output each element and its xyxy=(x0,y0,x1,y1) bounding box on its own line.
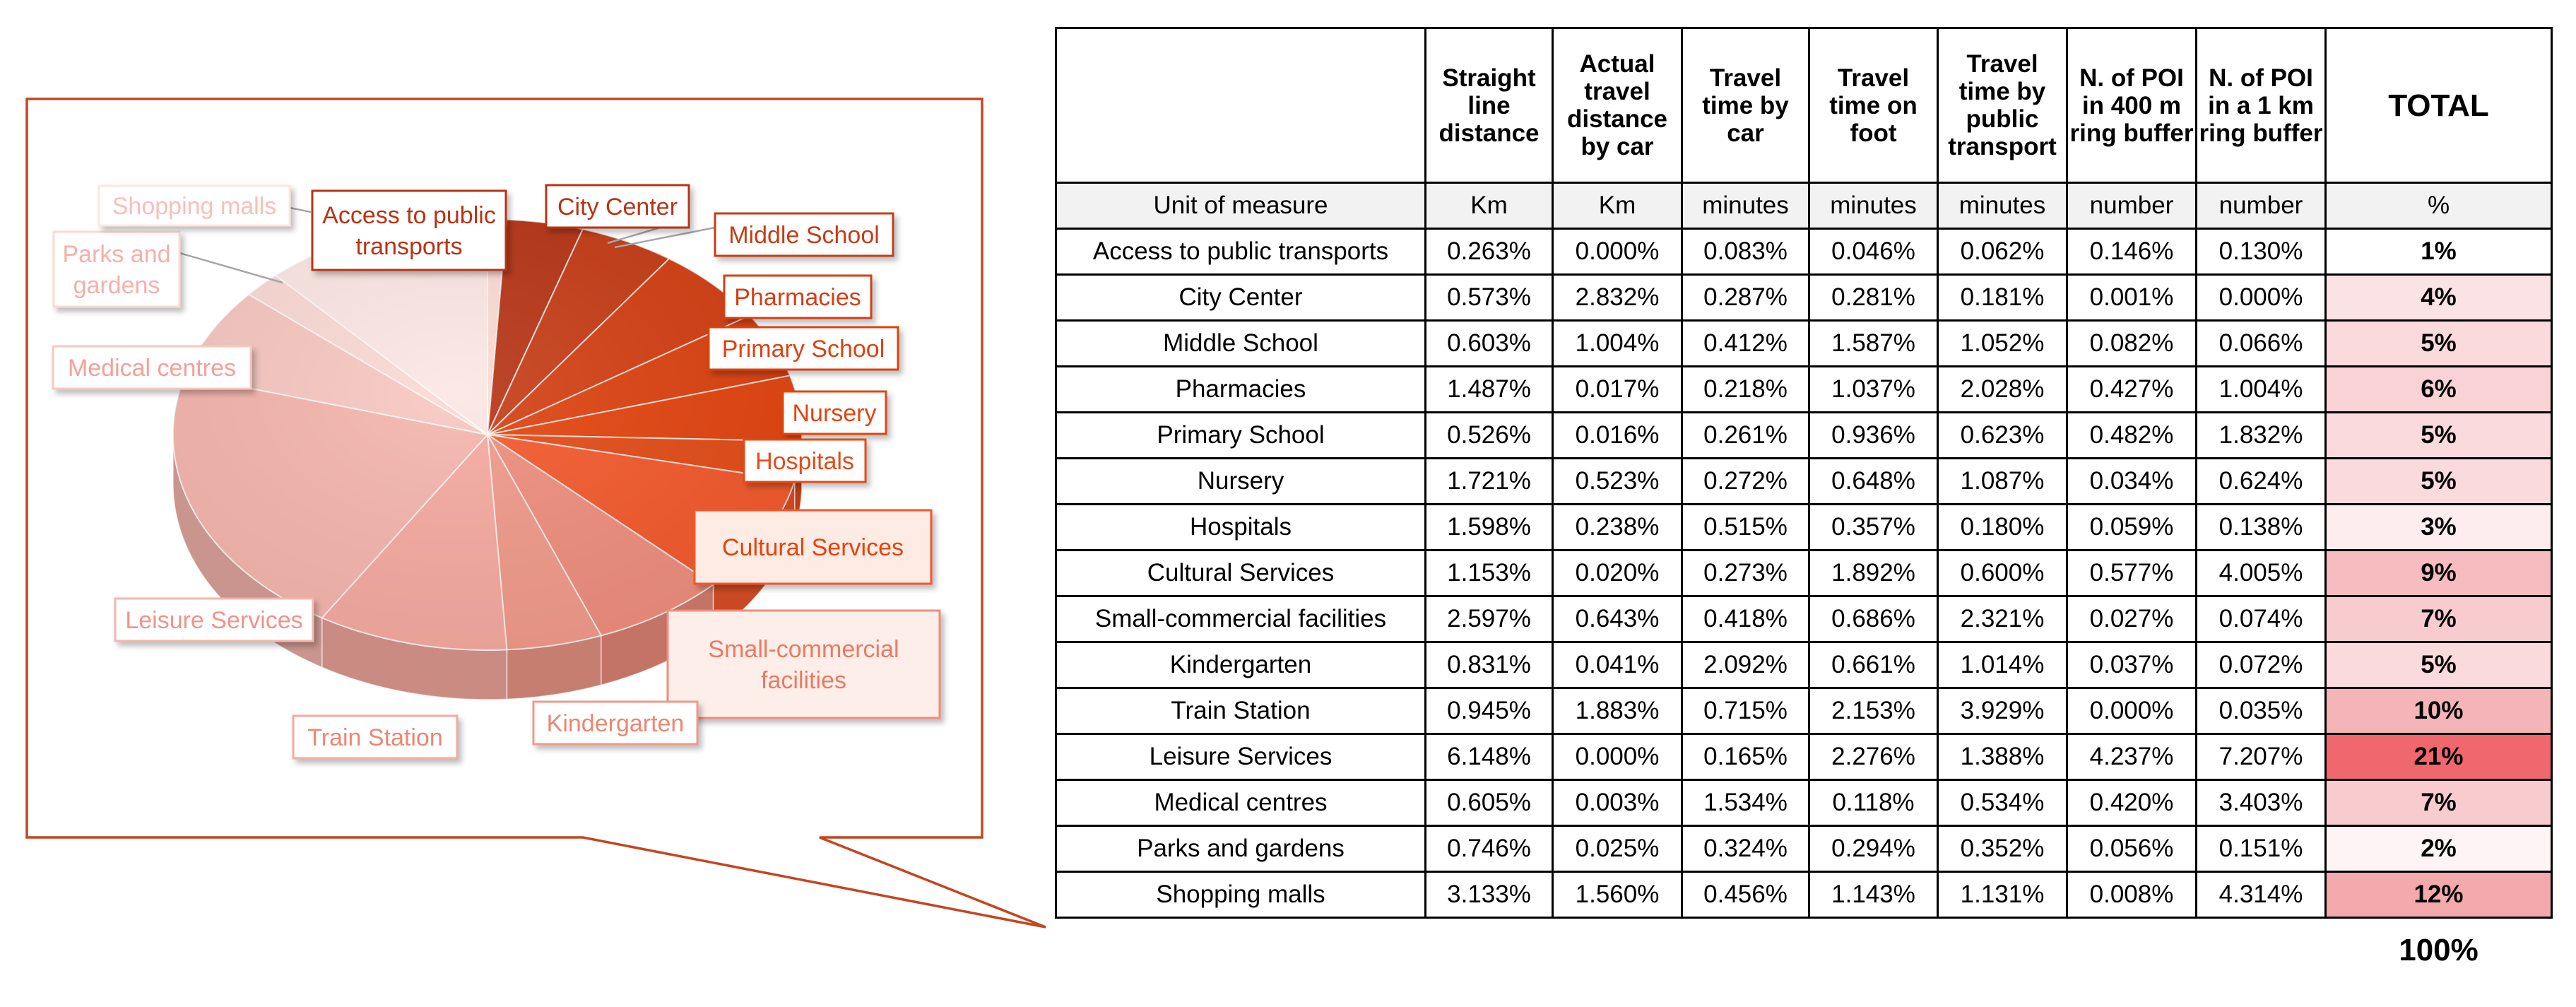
total-cell: 7% xyxy=(2326,596,2552,642)
value-cell: 0.016% xyxy=(1553,413,1682,459)
value-cell: 0.418% xyxy=(1682,596,1809,642)
svg-text:Pharmacies: Pharmacies xyxy=(734,284,861,311)
value-cell: 0.294% xyxy=(1809,826,1938,872)
unit-cell: number xyxy=(2067,183,2197,229)
value-cell: 1.052% xyxy=(1938,321,2067,367)
total-cell: 3% xyxy=(2326,505,2552,550)
grand-total: 100% xyxy=(2399,933,2478,967)
value-cell: 0.936% xyxy=(1809,413,1938,459)
header-cell: Travel time by public transport xyxy=(1938,28,2067,183)
value-cell: 1.883% xyxy=(1553,688,1682,734)
pie-label-leisure-services xyxy=(115,599,313,641)
value-cell: 6.148% xyxy=(1426,734,1553,780)
unit-cell: Unit of measure xyxy=(1056,183,1426,229)
value-cell: 0.062% xyxy=(1938,229,2067,275)
svg-text:Small-commercialfacilities: Small-commercial facilities xyxy=(708,636,899,694)
value-cell: 0.273% xyxy=(1682,550,1809,596)
table-row xyxy=(1056,321,2552,367)
row-name: Cultural Services xyxy=(1056,550,1426,596)
total-cell: 9% xyxy=(2326,550,2552,596)
value-cell: 0.146% xyxy=(2067,229,2197,275)
value-cell: 1.534% xyxy=(1682,780,1809,826)
row-name: Parks and gardens xyxy=(1056,826,1426,872)
unit-cell: Km xyxy=(1426,183,1553,229)
row-name: Leisure Services xyxy=(1056,734,1426,780)
total-cell: 5% xyxy=(2326,642,2552,688)
pie-label-access-to-public-transports xyxy=(312,191,506,270)
value-cell: 4.314% xyxy=(2197,872,2326,918)
header-cell: Travel time by car xyxy=(1682,28,1809,183)
value-cell: 7.207% xyxy=(2197,734,2326,780)
value-cell: 1.143% xyxy=(1809,872,1938,918)
value-cell: 0.605% xyxy=(1426,780,1553,826)
table-row xyxy=(1056,229,2552,275)
row-name: Middle School xyxy=(1056,321,1426,367)
value-cell: 0.600% xyxy=(1938,550,2067,596)
value-cell: 0.017% xyxy=(1553,367,1682,413)
svg-text:Middle School: Middle School xyxy=(728,222,880,249)
value-cell: 1.037% xyxy=(1809,367,1938,413)
row-name: Medical centres xyxy=(1056,780,1426,826)
value-cell: 1.014% xyxy=(1938,642,2067,688)
total-cell: 12% xyxy=(2326,872,2552,918)
pie-label-primary-school xyxy=(709,327,898,370)
pie-label-city-center xyxy=(546,185,689,228)
header-cell: Actual travel distance by car xyxy=(1553,28,1682,183)
value-cell: 0.281% xyxy=(1809,275,1938,321)
total-cell: 5% xyxy=(2326,459,2552,505)
svg-text:Leisure Services: Leisure Services xyxy=(125,607,303,634)
empty-cell xyxy=(2067,918,2197,969)
value-cell: 0.661% xyxy=(1809,642,1938,688)
value-cell: 0.218% xyxy=(1682,367,1809,413)
header-cell: N. of POI in 400 m ring buffer xyxy=(2067,28,2197,183)
table-row xyxy=(1056,459,2552,505)
value-cell: 0.180% xyxy=(1938,505,2067,550)
value-cell: 0.138% xyxy=(2197,505,2326,550)
svg-text:Medical centres: Medical centres xyxy=(67,355,237,382)
value-cell: 1.721% xyxy=(1426,459,1553,505)
value-cell: 3.929% xyxy=(1938,688,2067,734)
value-cell: 2.832% xyxy=(1553,275,1682,321)
pie-label-nursery xyxy=(783,391,886,434)
value-cell: 0.056% xyxy=(2067,826,2197,872)
table-row xyxy=(1056,596,2552,642)
value-cell: 0.715% xyxy=(1682,688,1809,734)
total-cell: 5% xyxy=(2326,321,2552,367)
value-cell: 0.130% xyxy=(2197,229,2326,275)
value-cell: 0.001% xyxy=(2067,275,2197,321)
value-cell: 0.181% xyxy=(1938,275,2067,321)
pie-label-parks-and-gardens xyxy=(54,232,179,307)
value-cell: 2.153% xyxy=(1809,688,1938,734)
unit-row xyxy=(1056,183,2552,229)
value-cell: 0.577% xyxy=(2067,550,2197,596)
table-row xyxy=(1056,826,2552,872)
svg-text:Access to publictransports: Access to public transports xyxy=(322,202,496,260)
pie-top-highlight xyxy=(173,219,802,650)
header-cell: N. of POI in a 1 km ring buffer xyxy=(2197,28,2326,183)
header-total: TOTAL xyxy=(2326,28,2552,183)
total-cell: 10% xyxy=(2326,688,2552,734)
row-name: Pharmacies xyxy=(1056,367,1426,413)
row-name: City Center xyxy=(1056,275,1426,321)
table-row xyxy=(1056,642,2552,688)
value-cell: 1.131% xyxy=(1938,872,2067,918)
row-name: Access to public transports xyxy=(1056,229,1426,275)
unit-cell: Km xyxy=(1553,183,1682,229)
value-cell: 0.020% xyxy=(1553,550,1682,596)
value-cell: 3.133% xyxy=(1426,872,1553,918)
header-cell: Straight line distance xyxy=(1426,28,1553,183)
data-table xyxy=(1055,27,2553,968)
value-cell: 0.352% xyxy=(1938,826,2067,872)
value-cell: 0.534% xyxy=(1938,780,2067,826)
value-cell: 0.686% xyxy=(1809,596,1938,642)
empty-cell xyxy=(1553,918,1682,969)
value-cell: 0.603% xyxy=(1426,321,1553,367)
value-cell: 0.623% xyxy=(1938,413,2067,459)
svg-text:Train Station: Train Station xyxy=(307,724,443,751)
table-row xyxy=(1056,872,2552,918)
pie-label-medical-centres xyxy=(53,346,251,389)
row-name: Small-commercial facilities xyxy=(1056,596,1426,642)
value-cell: 0.324% xyxy=(1682,826,1809,872)
value-cell: 4.237% xyxy=(2067,734,2197,780)
value-cell: 0.357% xyxy=(1809,505,1938,550)
svg-text:Kindergarten: Kindergarten xyxy=(546,710,685,737)
value-cell: 0.046% xyxy=(1809,229,1938,275)
value-cell: 0.746% xyxy=(1426,826,1553,872)
svg-text:Primary School: Primary School xyxy=(721,336,885,363)
header-cell xyxy=(1056,28,1426,183)
svg-text:Cultural Services: Cultural Services xyxy=(722,534,904,561)
value-cell: 1.004% xyxy=(2197,367,2326,413)
value-cell: 0.165% xyxy=(1682,734,1809,780)
pie-label-middle-school xyxy=(715,213,893,256)
total-cell: 6% xyxy=(2326,367,2552,413)
value-cell: 0.037% xyxy=(2067,642,2197,688)
table-row xyxy=(1056,550,2552,596)
empty-cell xyxy=(1682,918,1809,969)
total-cell: 4% xyxy=(2326,275,2552,321)
table-row xyxy=(1056,780,2552,826)
svg-text:Shopping malls: Shopping malls xyxy=(112,193,277,220)
value-cell: 2.597% xyxy=(1426,596,1553,642)
value-cell: 0.027% xyxy=(2067,596,2197,642)
value-cell: 1.587% xyxy=(1809,321,1938,367)
pie-label-kindergarten xyxy=(533,702,697,744)
table-row xyxy=(1056,734,2552,780)
svg-text:Parks andgardens: Parks and gardens xyxy=(62,241,171,299)
empty-cell xyxy=(1809,918,1938,969)
value-cell: 0.427% xyxy=(2067,367,2197,413)
value-cell: 2.028% xyxy=(1938,367,2067,413)
value-cell: 0.082% xyxy=(2067,321,2197,367)
value-cell: 0.648% xyxy=(1809,459,1938,505)
value-cell: 0.456% xyxy=(1682,872,1809,918)
value-cell: 0.261% xyxy=(1682,413,1809,459)
value-cell: 0.000% xyxy=(2197,275,2326,321)
pie-label-pharmacies xyxy=(724,276,871,318)
unit-cell: number xyxy=(2197,183,2326,229)
unit-cell: minutes xyxy=(1682,183,1809,229)
table-row xyxy=(1056,413,2552,459)
value-cell: 0.515% xyxy=(1682,505,1809,550)
value-cell: 0.072% xyxy=(2197,642,2326,688)
unit-cell: minutes xyxy=(1809,183,1938,229)
value-cell: 0.272% xyxy=(1682,459,1809,505)
grand-total-row xyxy=(1056,918,2552,969)
value-cell: 0.008% xyxy=(2067,872,2197,918)
pie-label-hospitals xyxy=(744,440,865,482)
row-name: Nursery xyxy=(1056,459,1426,505)
value-cell: 0.083% xyxy=(1682,229,1809,275)
value-cell: 0.420% xyxy=(2067,780,2197,826)
row-name: Kindergarten xyxy=(1056,642,1426,688)
value-cell: 2.321% xyxy=(1938,596,2067,642)
value-cell: 1.560% xyxy=(1553,872,1682,918)
table-row xyxy=(1056,367,2552,413)
table-header-row xyxy=(1056,28,2552,183)
total-cell: 21% xyxy=(2326,734,2552,780)
empty-cell xyxy=(1938,918,2067,969)
value-cell: 0.118% xyxy=(1809,780,1938,826)
table-body xyxy=(1056,183,2552,969)
row-name: Primary School xyxy=(1056,413,1426,459)
row-name: Shopping malls xyxy=(1056,872,1426,918)
svg-text:City Center: City Center xyxy=(557,194,678,220)
value-cell: 0.831% xyxy=(1426,642,1553,688)
value-cell: 0.151% xyxy=(2197,826,2326,872)
value-cell: 0.412% xyxy=(1682,321,1809,367)
empty-cell xyxy=(2197,918,2326,969)
value-cell: 0.573% xyxy=(1426,275,1553,321)
svg-text:Hospitals: Hospitals xyxy=(755,448,854,475)
value-cell: 0.643% xyxy=(1553,596,1682,642)
pie-top xyxy=(173,219,802,650)
value-cell: 0.482% xyxy=(2067,413,2197,459)
pie-label-cultural-services xyxy=(695,510,931,584)
value-cell: 1.832% xyxy=(2197,413,2326,459)
row-name: Train Station xyxy=(1056,688,1426,734)
value-cell: 1.598% xyxy=(1426,505,1553,550)
table-row xyxy=(1056,688,2552,734)
value-cell: 0.000% xyxy=(1553,734,1682,780)
value-cell: 3.403% xyxy=(2197,780,2326,826)
value-cell: 0.263% xyxy=(1426,229,1553,275)
pie-label-train-station xyxy=(293,716,457,758)
total-cell: 1% xyxy=(2326,229,2552,275)
value-cell: 2.276% xyxy=(1809,734,1938,780)
value-cell: 0.074% xyxy=(2197,596,2326,642)
total-cell: 7% xyxy=(2326,780,2552,826)
unit-cell: minutes xyxy=(1938,183,2067,229)
table-row xyxy=(1056,505,2552,550)
empty-cell xyxy=(1426,918,1553,969)
total-cell: 5% xyxy=(2326,413,2552,459)
value-cell: 0.003% xyxy=(1553,780,1682,826)
value-cell: 0.624% xyxy=(2197,459,2326,505)
value-cell: 0.041% xyxy=(1553,642,1682,688)
pie-label-shopping-malls xyxy=(99,186,290,225)
svg-text:Nursery: Nursery xyxy=(792,400,877,427)
pie-label-small-commercial-facilities xyxy=(668,611,940,718)
value-cell: 0.945% xyxy=(1426,688,1553,734)
value-cell: 0.287% xyxy=(1682,275,1809,321)
value-cell: 1.487% xyxy=(1426,367,1553,413)
empty-cell xyxy=(1056,918,1426,969)
value-cell: 2.092% xyxy=(1682,642,1809,688)
value-cell: 0.523% xyxy=(1553,459,1682,505)
row-name: Hospitals xyxy=(1056,505,1426,550)
value-cell: 0.000% xyxy=(1553,229,1682,275)
value-cell: 0.035% xyxy=(2197,688,2326,734)
unit-cell: % xyxy=(2326,183,2552,229)
value-cell: 4.005% xyxy=(2197,550,2326,596)
value-cell: 1.153% xyxy=(1426,550,1553,596)
table-row xyxy=(1056,275,2552,321)
value-cell: 1.388% xyxy=(1938,734,2067,780)
value-cell: 0.526% xyxy=(1426,413,1553,459)
value-cell: 0.025% xyxy=(1553,826,1682,872)
value-cell: 0.059% xyxy=(2067,505,2197,550)
value-cell: 1.004% xyxy=(1553,321,1682,367)
header-cell: Travel time on foot xyxy=(1809,28,1938,183)
value-cell: 0.034% xyxy=(2067,459,2197,505)
value-cell: 1.087% xyxy=(1938,459,2067,505)
value-cell: 0.238% xyxy=(1553,505,1682,550)
total-cell: 2% xyxy=(2326,826,2552,872)
value-cell: 1.892% xyxy=(1809,550,1938,596)
value-cell: 0.000% xyxy=(2067,688,2197,734)
value-cell: 0.066% xyxy=(2197,321,2326,367)
